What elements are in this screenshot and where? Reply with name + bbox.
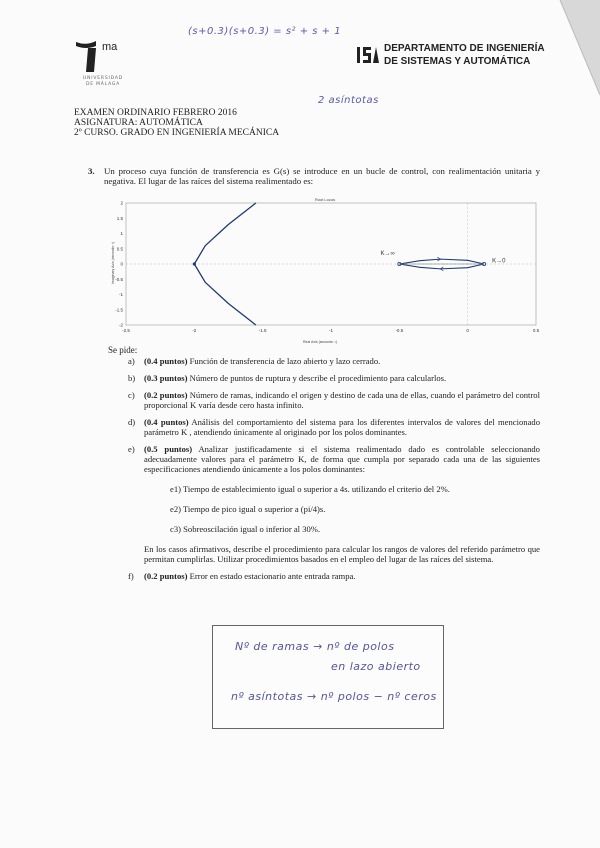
annotation-k-zero: K→0 bbox=[492, 258, 506, 265]
x-tick-label: 0.5 bbox=[532, 328, 540, 333]
se-pide-label: Se pide: bbox=[108, 345, 138, 355]
note-line3: nº asíntotas → nº polos − nº ceros bbox=[231, 690, 437, 703]
x-tick-label: -2 bbox=[192, 328, 197, 333]
isa-logo-icon bbox=[356, 45, 380, 65]
item-points: (0.2 puntos) bbox=[144, 571, 188, 581]
exam-course: 2º CURSO. GRADO EN INGENIERÍA MECÁNICA bbox=[74, 128, 280, 138]
department-name bbox=[384, 42, 545, 68]
item-text: Análisis del comportamiento del sistema para los diferentes intervalos de valores del mencionado parámetro K , atendiendo únicamente al originado por los polos dominantes. bbox=[144, 417, 540, 437]
chart-title: Root Locus bbox=[314, 197, 336, 202]
y-tick-label: 1.5 bbox=[116, 215, 123, 221]
note-line1: Nº de ramas → nº de polos bbox=[235, 640, 395, 653]
follow-text: En los casos afirmativos, describe el procedimiento para calcular los rangos de valores del referido parámetro que permitan cumplirlas. Utilizar procedimientos basados en el empleo del lugar de las raíces del sistema. bbox=[144, 544, 540, 564]
locus-pole-left bbox=[193, 262, 196, 265]
item-letter: b) bbox=[128, 373, 136, 383]
y-tick-label: 1 bbox=[120, 231, 123, 236]
y-tick-label: -0.5 bbox=[115, 276, 123, 282]
y-tick-label: -2 bbox=[118, 322, 123, 328]
exam-title: EXAMEN ORDINARIO FEBRERO 2016 bbox=[74, 108, 237, 118]
x-tick-label: -0.5 bbox=[395, 328, 404, 333]
exam-subject: ASIGNATURA: AUTOMÁTICA bbox=[74, 118, 203, 128]
x-tick-label: -1 bbox=[328, 328, 334, 333]
item-letter: f) bbox=[128, 571, 134, 581]
item-text: Función de transferencia de lazo abierto y lazo cerrado. bbox=[189, 356, 381, 366]
annotation-k-infinity: K→∞ bbox=[380, 250, 395, 257]
item-d bbox=[128, 417, 540, 437]
sub-item-e3: c3) Sobreoscilación igual o inferior al 30%. bbox=[170, 524, 321, 534]
logo-ma: ma bbox=[102, 41, 118, 53]
handwritten-asintotas: 2 asíntotas bbox=[318, 95, 379, 106]
item-letter: d) bbox=[128, 417, 136, 427]
sub-item-e1: e1) Tiempo de establecimiento igual o superior a 4s. utilizando el criterio del 2%. bbox=[170, 484, 450, 494]
y-tick-label: 2 bbox=[120, 200, 123, 206]
y-tick-label: -1.5 bbox=[115, 307, 123, 313]
sub-item-e2: e2) Tiempo de pico igual o superior a (pi/4)s. bbox=[170, 504, 326, 514]
exam-header bbox=[74, 108, 279, 138]
handwritten-note bbox=[212, 625, 444, 729]
item-e bbox=[128, 444, 540, 564]
item-letter: e) bbox=[128, 444, 135, 454]
note-line2: en lazo abierto bbox=[331, 660, 421, 673]
item-points: (0.3 puntos) bbox=[144, 373, 188, 383]
item-a bbox=[128, 356, 540, 366]
department-line2: DE SISTEMAS Y AUTOMÁTICA bbox=[384, 56, 531, 67]
item-letter: c) bbox=[128, 390, 135, 400]
item-text: Número de ramas, indicando el origen y destino de cada una de ellas, cuando el parámetro del control proporcional K varía desde cero hasta infinito. bbox=[144, 390, 540, 410]
item-text: Analizar justificadamente si el sistema realimentado dado es controlable seleccionando adecuadamente valores para el parámetro K, de forma que cumpla por separado cada una de las siguientes especificaciones atendiendo únicamente a los polos dominantes: bbox=[144, 444, 540, 474]
x-axis-label: Real Axis (seconds⁻¹) bbox=[303, 340, 337, 344]
handwritten-equation: (s+0.3)(s+0.3) = s² + s + 1 bbox=[188, 26, 342, 37]
university-name bbox=[74, 76, 132, 88]
question-items bbox=[128, 356, 540, 588]
university-logo-icon bbox=[72, 38, 132, 74]
item-points: (0.4 puntos) bbox=[144, 417, 189, 427]
item-letter: a) bbox=[128, 356, 135, 366]
question-number: 3. bbox=[88, 166, 95, 176]
item-points: (0.4 puntos) bbox=[144, 356, 188, 366]
x-tick-label: 0 bbox=[466, 328, 469, 333]
item-b bbox=[128, 373, 540, 383]
y-tick-label: -1 bbox=[118, 292, 123, 297]
y-axis-label: Imaginary Axis (seconds⁻¹) bbox=[111, 241, 115, 285]
question-text: Un proceso cuya función de transferencia es G(s) se introduce en un bucle de control, con realimentación unitaria y negativa. El lugar de las raíces del sistema realimentado es: bbox=[104, 166, 540, 186]
university-name-line1: UNIVERSIDAD bbox=[83, 76, 123, 81]
item-points: (0.2 puntos) bbox=[144, 390, 188, 400]
sub-items bbox=[144, 484, 540, 534]
x-tick-label: -1.5 bbox=[258, 328, 267, 333]
root-locus-chart bbox=[110, 195, 540, 345]
department-line1: DEPARTAMENTO DE INGENIERÍA bbox=[384, 43, 545, 54]
y-tick-label: 0 bbox=[120, 261, 123, 267]
item-f bbox=[128, 571, 540, 581]
x-tick-label: -2.5 bbox=[122, 328, 130, 333]
item-text: Número de puntos de ruptura y describe el procedimiento para calcularlos. bbox=[189, 373, 447, 383]
item-points: (0.5 puntos) bbox=[144, 444, 193, 454]
university-name-line2: DE MÁLAGA bbox=[85, 82, 121, 87]
y-tick-label: 0.5 bbox=[116, 246, 123, 252]
item-text: Error en estado estacionario ante entrada rampa. bbox=[189, 571, 356, 581]
item-c bbox=[128, 390, 540, 410]
